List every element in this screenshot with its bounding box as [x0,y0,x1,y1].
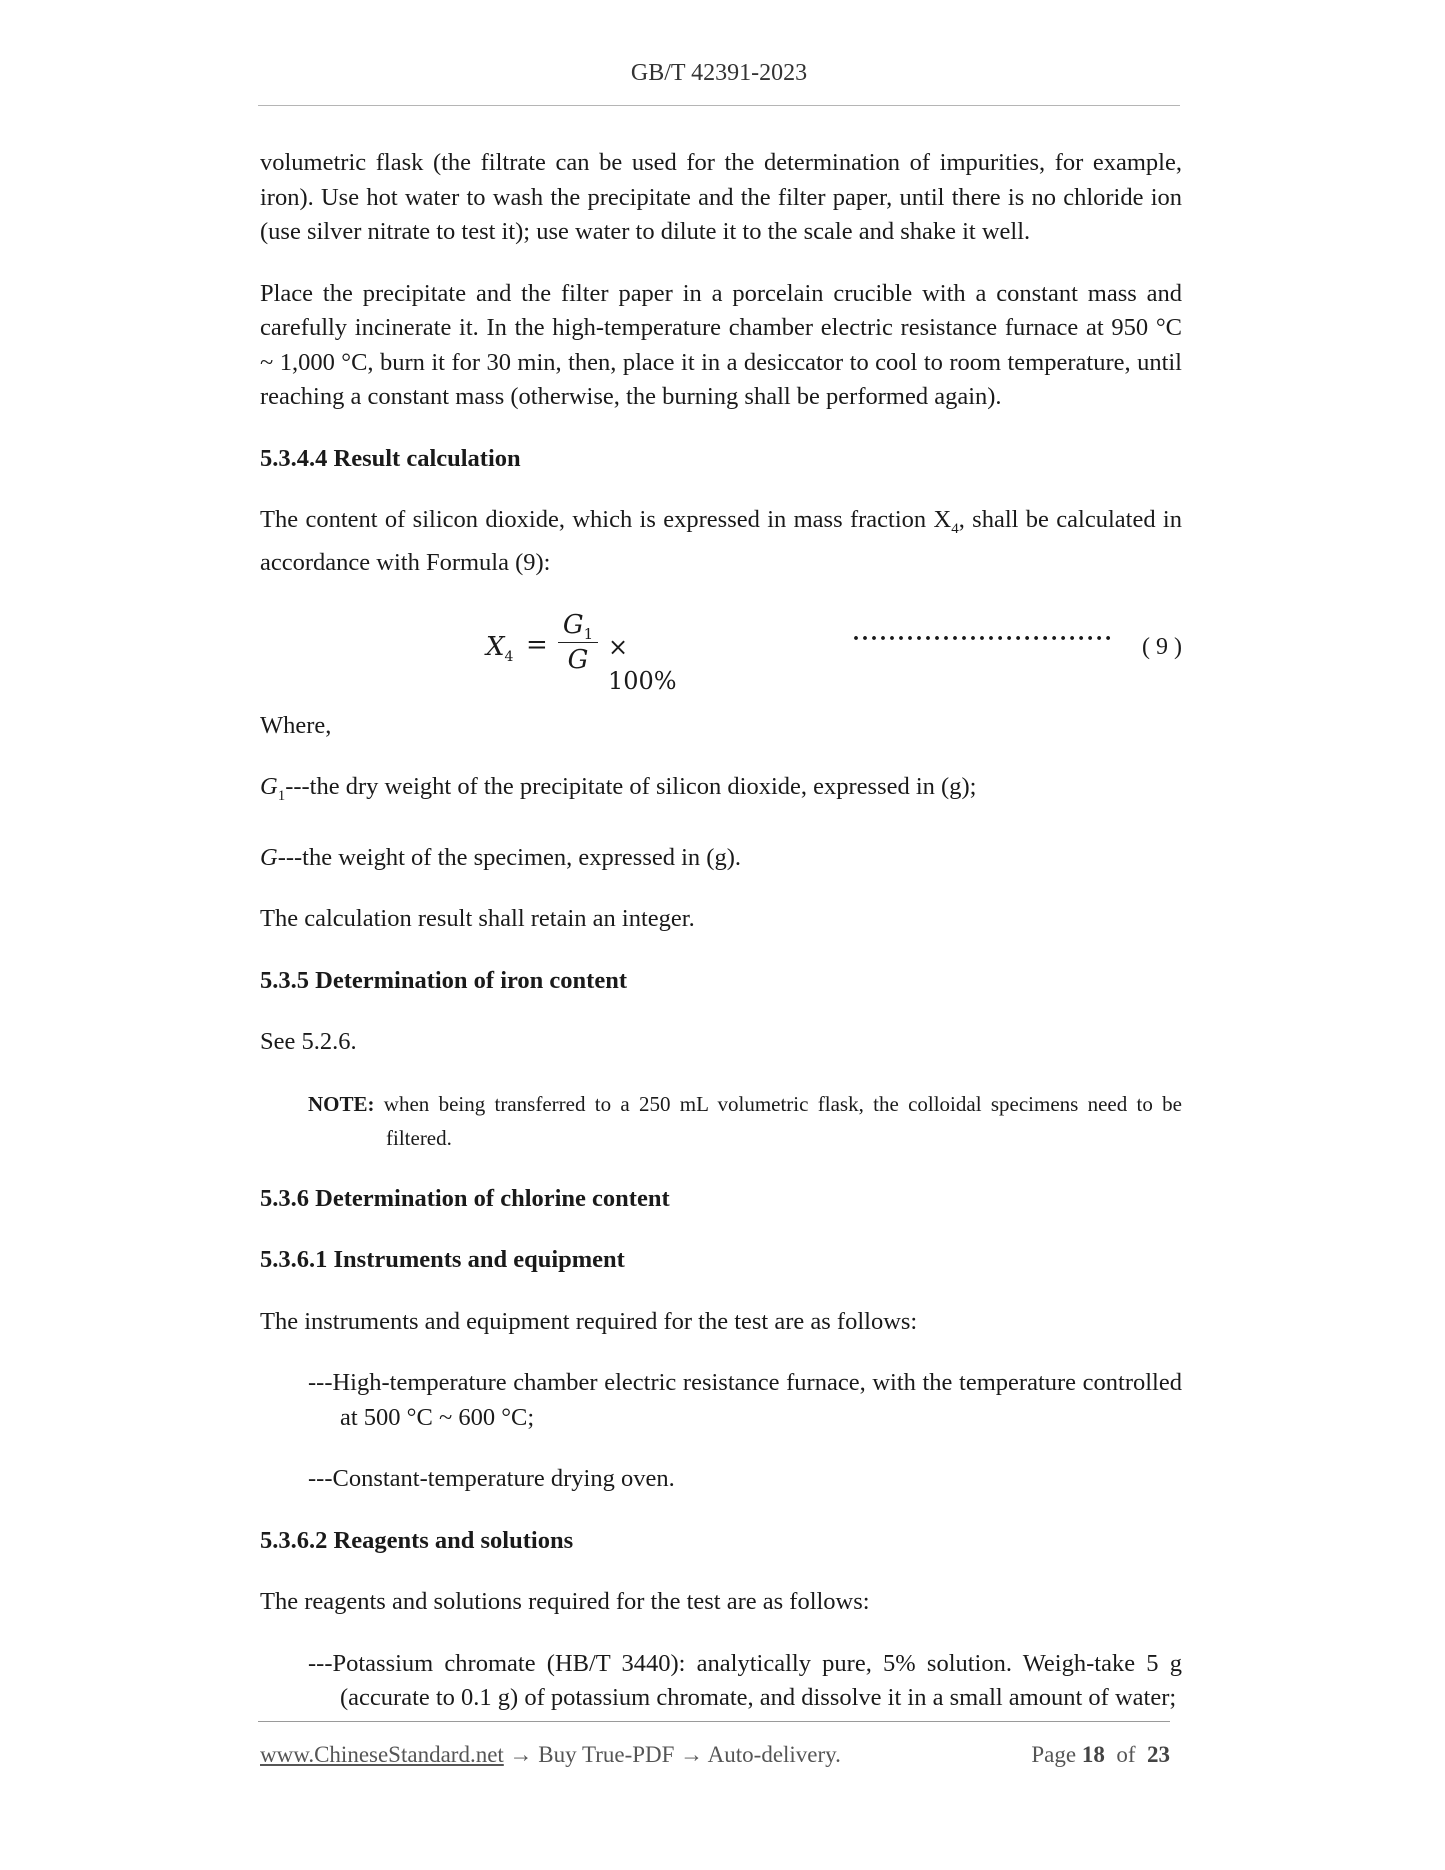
paragraph: volumetric flask (the filtrate can be used for the determination of impurities, for example, iron). Use hot water to wash the precipitate and the filter paper, until there is no chloride ion (use silver nitrate to test it); use water to dilute it to the scale and shake it well. [260,149,1182,245]
formula-9 [260,608,1182,696]
list-item: ---High-temperature chamber electric resistance furnace, with the temperature controlled at 500 °C ~ 600 °C; [308,1369,1182,1431]
section-heading: 5.3.6.1 Instruments and equipment [260,1246,625,1274]
note: NOTE: when being transferred to a 250 mL volumetric flask, the colloidal specimens need to be filtered. [308,1091,1182,1150]
list-item: ---Potassium chromate (HB/T 3440): analytically pure, 5% solution. Weigh-take 5 g (accurate to 0.1 g) of potassium chromate, and dissolve it in a small amount of water; [308,1649,1182,1712]
paragraph: The instruments and equipment required for the test are as follows: [260,1307,918,1335]
footer-promo: www.ChineseStandard.net → Buy True-PDF → Auto-delivery. [260,1742,841,1767]
section-heading: 5.3.6.2 Reagents and solutions [260,1526,574,1554]
paragraph: The content of silicon dioxide, which is expressed in mass fraction $X_4$, shall be calculated in accordance with Formula (9): [260,506,1182,577]
page-header: GB/T 42391-2023 [630,60,808,86]
paragraph: The calculation result shall retain an integer. [260,905,695,933]
section-heading: 5.3.6 Determination of chlorine content [260,1184,670,1212]
fraction-denominator: G [567,644,589,675]
formula-lhs: $X_4$ [486,631,514,666]
section-heading: 5.3.5 Determination of iron content [260,966,627,994]
document-body [260,146,1182,1743]
paragraph: See 5.2.6. [260,1028,357,1056]
formula-number: ( 9 ) [1142,633,1182,660]
fraction-numerator: $G_1$ [562,609,594,644]
header-divider [258,105,1180,106]
footer-divider [258,1721,1170,1722]
definition-g1: $G_1--$-the dry weight of the precipitate of silicon dioxide, expressed in (g); [260,773,977,805]
formula-times: × 100% [608,632,677,696]
website-link[interactable]: www.ChineseStandard.net [260,1742,504,1767]
paragraph: The reagents and solutions required for the test are as follows: [260,1588,870,1616]
paragraph: Place the precipitate and the filter paper in a porcelain crucible with a constant mass and carefully incinerate it. In the high-temperature chamber electric resistance furnace at 950 °C ~ 1,000 °C, burn it for 30 min, then, place it in a desiccator to cool to room temperature, until reaching a constant mass (otherwise, the burning shall be performed again). [260,279,1182,410]
paragraph: Where, [260,711,332,739]
definition-g: G---the weight of the specimen, expressed in (g). [260,843,742,871]
formula-fraction [558,608,598,677]
formula-equals: = [526,629,548,660]
formula-leader-dots: ····························· [852,625,1114,652]
page-number: Page 18 of 23 [1031,1742,1170,1767]
list-item: ---Constant-temperature drying oven. [308,1465,675,1493]
section-heading: 5.3.4.4 Result calculation [260,444,521,472]
